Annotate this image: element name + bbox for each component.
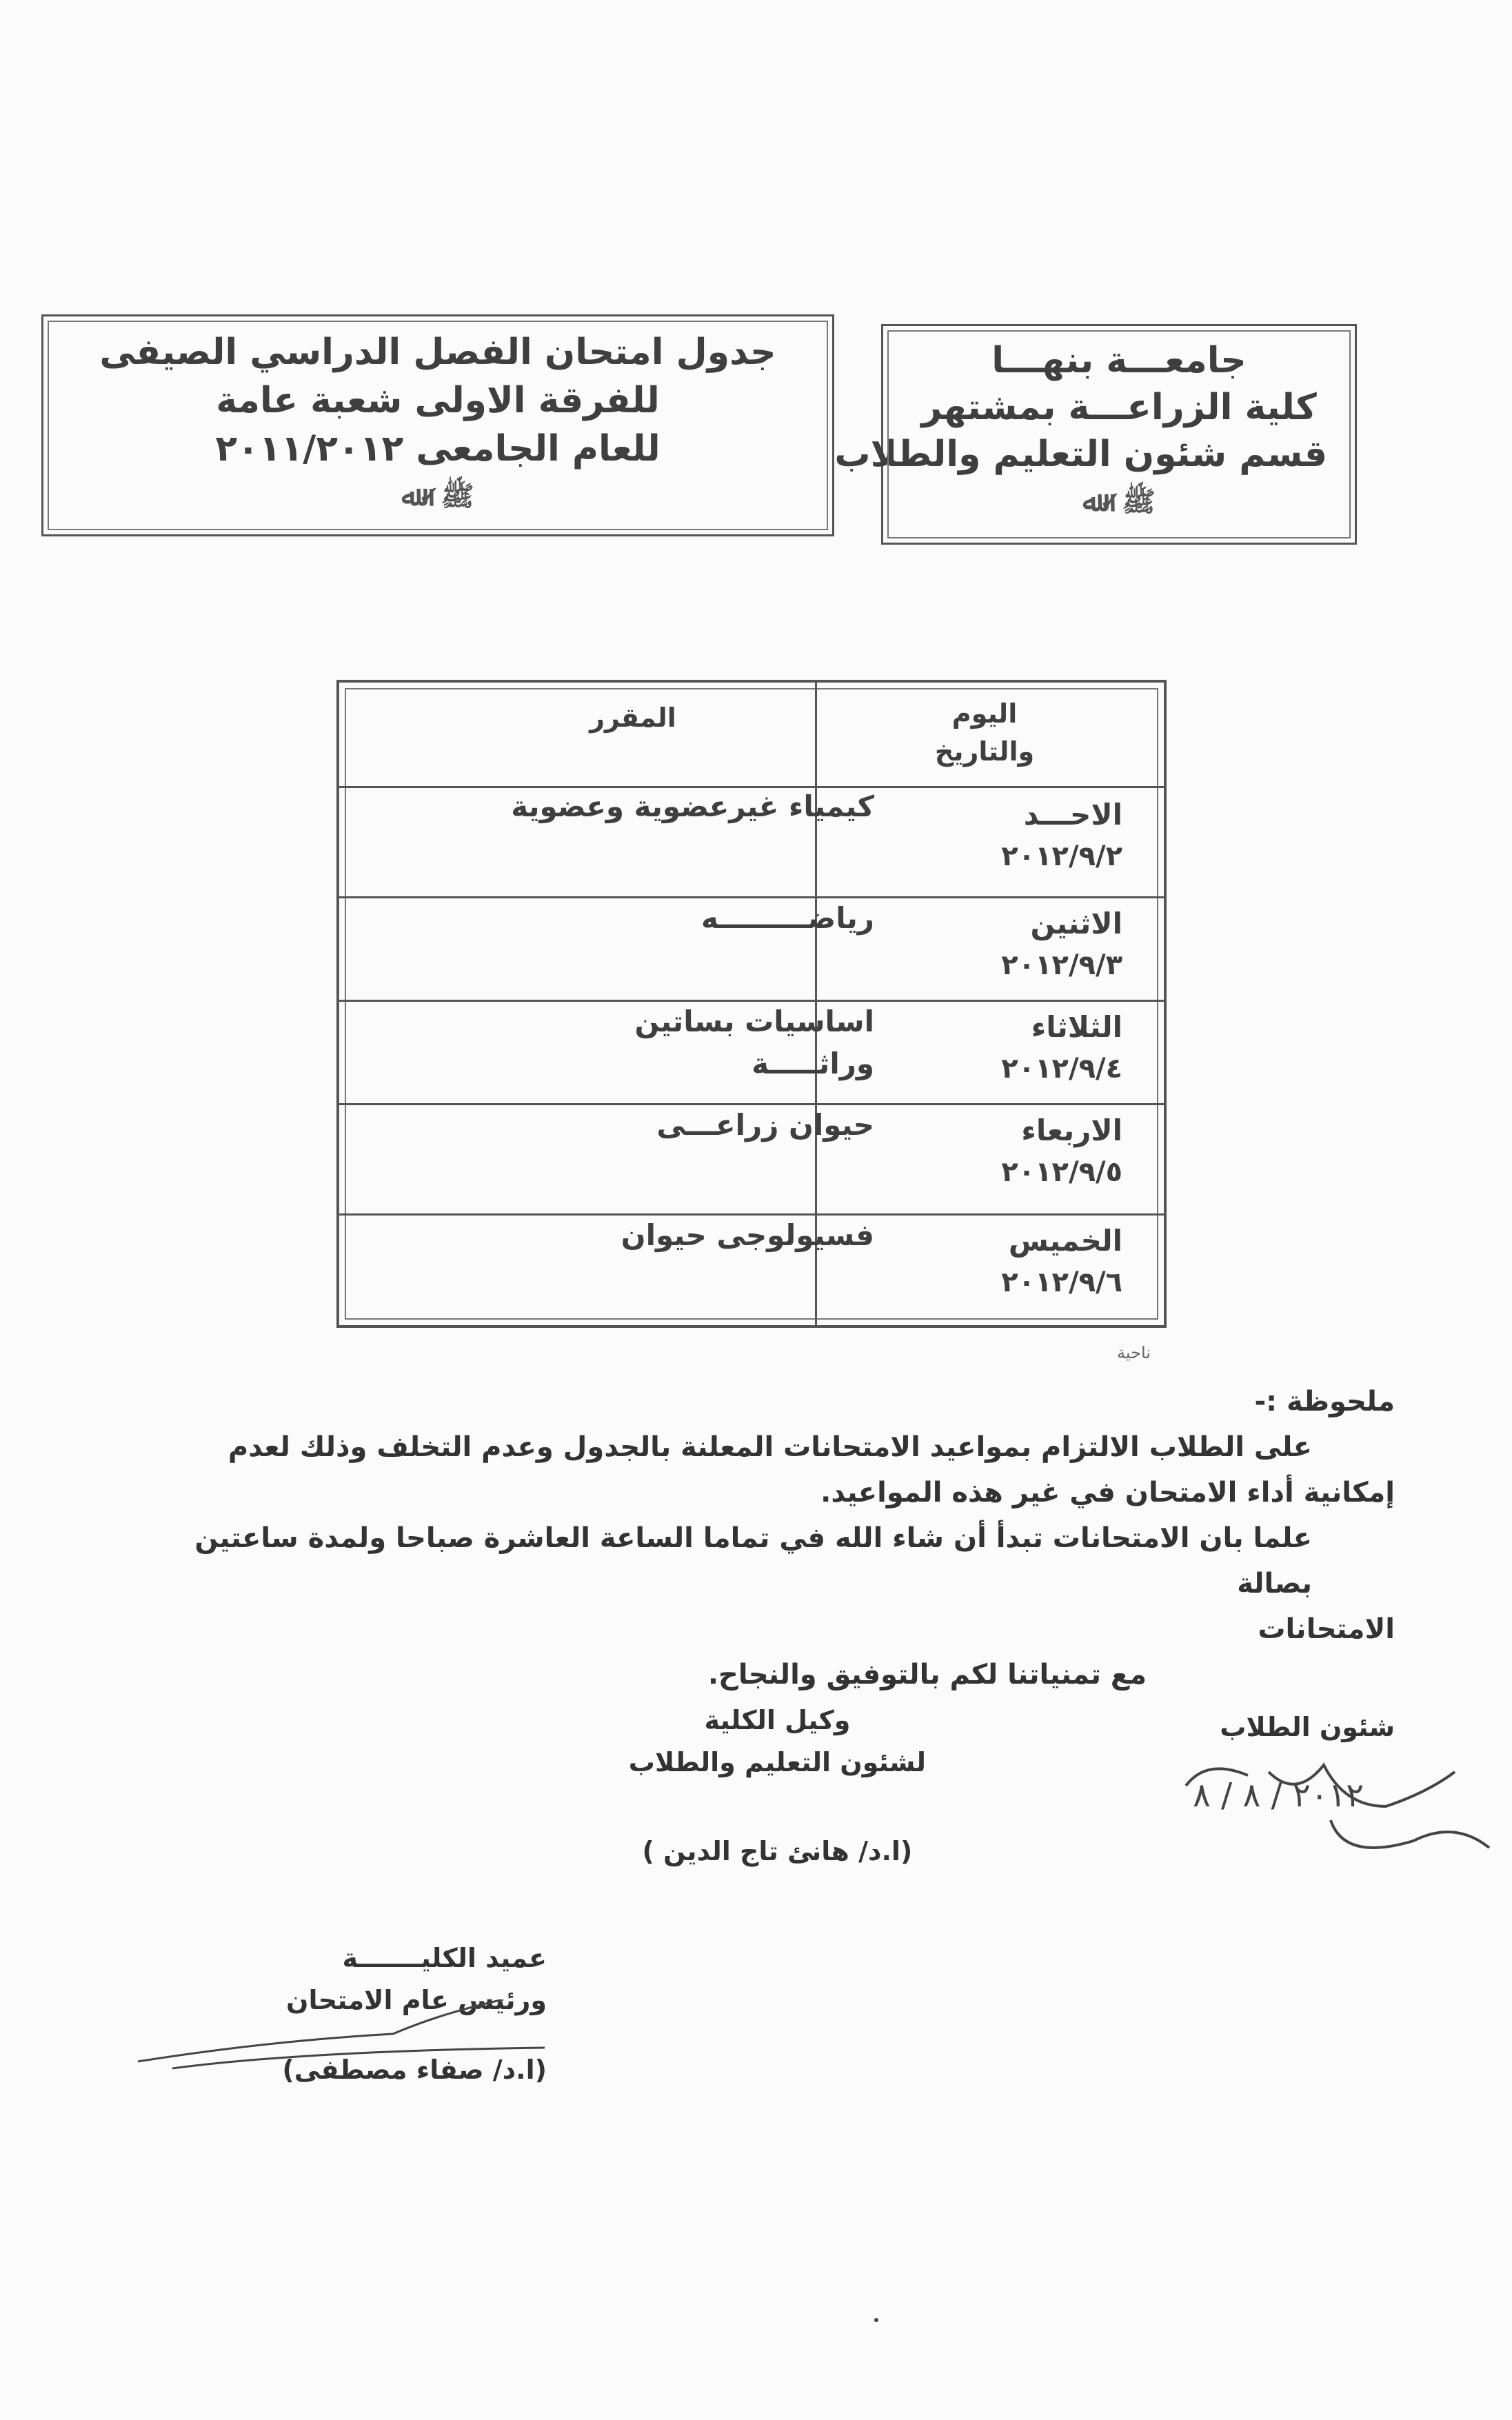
note-heading: ملحوظة :- — [1254, 1386, 1395, 1418]
row-date: ٢٠١٢/٩/٢ — [1001, 840, 1122, 872]
header-day-date: اليوم والتاريخ — [934, 698, 1035, 767]
faculty-name: كلية الزراعـــة بمشتهر — [921, 387, 1317, 428]
table-row — [860, 1110, 1122, 1192]
table-row — [860, 903, 1122, 985]
ornament-right: ﷺ✓ﷲ — [1082, 486, 1156, 518]
note-line: الامتحانات — [1258, 1613, 1395, 1645]
dean-signature-scribble — [131, 1999, 558, 2082]
row-day: الاحـــد — [1023, 798, 1122, 831]
university-name: جامعـــة بنهـــا — [991, 340, 1247, 381]
row-subject: كيمياء غيرعضوية وعضوية — [511, 789, 874, 823]
row-date: ٢٠١٢/٩/٥ — [1001, 1156, 1122, 1188]
vice-dean-signature: وكيل الكلية لشئون التعليم والطلاب (ا.د/ هانئ تاج الدين ) — [628, 1705, 926, 1866]
row-date: ٢٠١٢/٩/٣ — [1001, 949, 1122, 981]
dean-signature: عميد الكليـــــــة ورئيس عام الامتحان (ا.د/ صفاء مصطفى) — [282, 1943, 547, 2085]
row-subject: رياضـــــــــه — [701, 901, 874, 935]
row-day: الاربعاء — [1021, 1113, 1122, 1147]
student-affairs-title: شئون الطلاب — [1220, 1712, 1395, 1742]
student-affairs-signature — [1165, 1744, 1510, 1896]
table-row — [860, 794, 1122, 876]
note-line: على الطلاب الالتزام بمواعيد الامتحانات المعلنة بالجدول وعدم التخلف وذلك لعدم — [228, 1431, 1312, 1463]
exam-title-box — [41, 314, 834, 536]
ornament-left: ﷺ✓ﷲ — [401, 481, 474, 512]
exam-schedule-table — [336, 680, 1167, 1328]
row-day: الاثنين — [1030, 907, 1122, 940]
academic-year: للعام الجامعى ٢٠١١/٢٠١٢ — [215, 428, 661, 470]
exam-level: للفرقة الاولى شعبة عامة — [216, 380, 660, 421]
note-line: علما بان الامتحانات تبدأ أن شاء الله في تماما الساعة العاشرة صباحا ولمدة ساعتين بصالة — [194, 1522, 1312, 1600]
department-name: قسم شئون التعليم والطلاب — [834, 434, 1327, 475]
note-line: إمكانية أداء الامتحان في غير هذه المواعيد. — [820, 1477, 1395, 1509]
row-subject: حيوان زراعـــى — [656, 1108, 874, 1142]
row-day: الثلاثاء — [1031, 1010, 1122, 1044]
header-subject: المقرر — [589, 703, 676, 733]
row-subject: اساسيات بساتين وراثـــــة — [634, 1005, 874, 1080]
notes-section — [112, 1379, 1395, 1697]
row-date: ٢٠١٢/٩/٦ — [1001, 1266, 1122, 1298]
closing-line: مع تمنياتنا لكم بالتوفيق والنجاح. — [707, 1659, 1147, 1691]
table-row — [860, 1220, 1122, 1302]
handwritten-date: ٢٠١٢ / ٨ / ٨ — [1193, 1776, 1364, 1815]
handwritten-annotation: ناحية — [1117, 1343, 1151, 1362]
university-header-box — [834, 324, 1357, 545]
row-subject: فسيولوجى حيوان — [621, 1218, 874, 1252]
table-row — [860, 1007, 1122, 1089]
row-day: الخميس — [1008, 1224, 1122, 1258]
page-dot — [874, 2318, 878, 2322]
exam-title: جدول امتحان الفصل الدراسي الصيفى — [99, 332, 776, 373]
row-date: ٢٠١٢/٩/٤ — [1001, 1052, 1122, 1085]
